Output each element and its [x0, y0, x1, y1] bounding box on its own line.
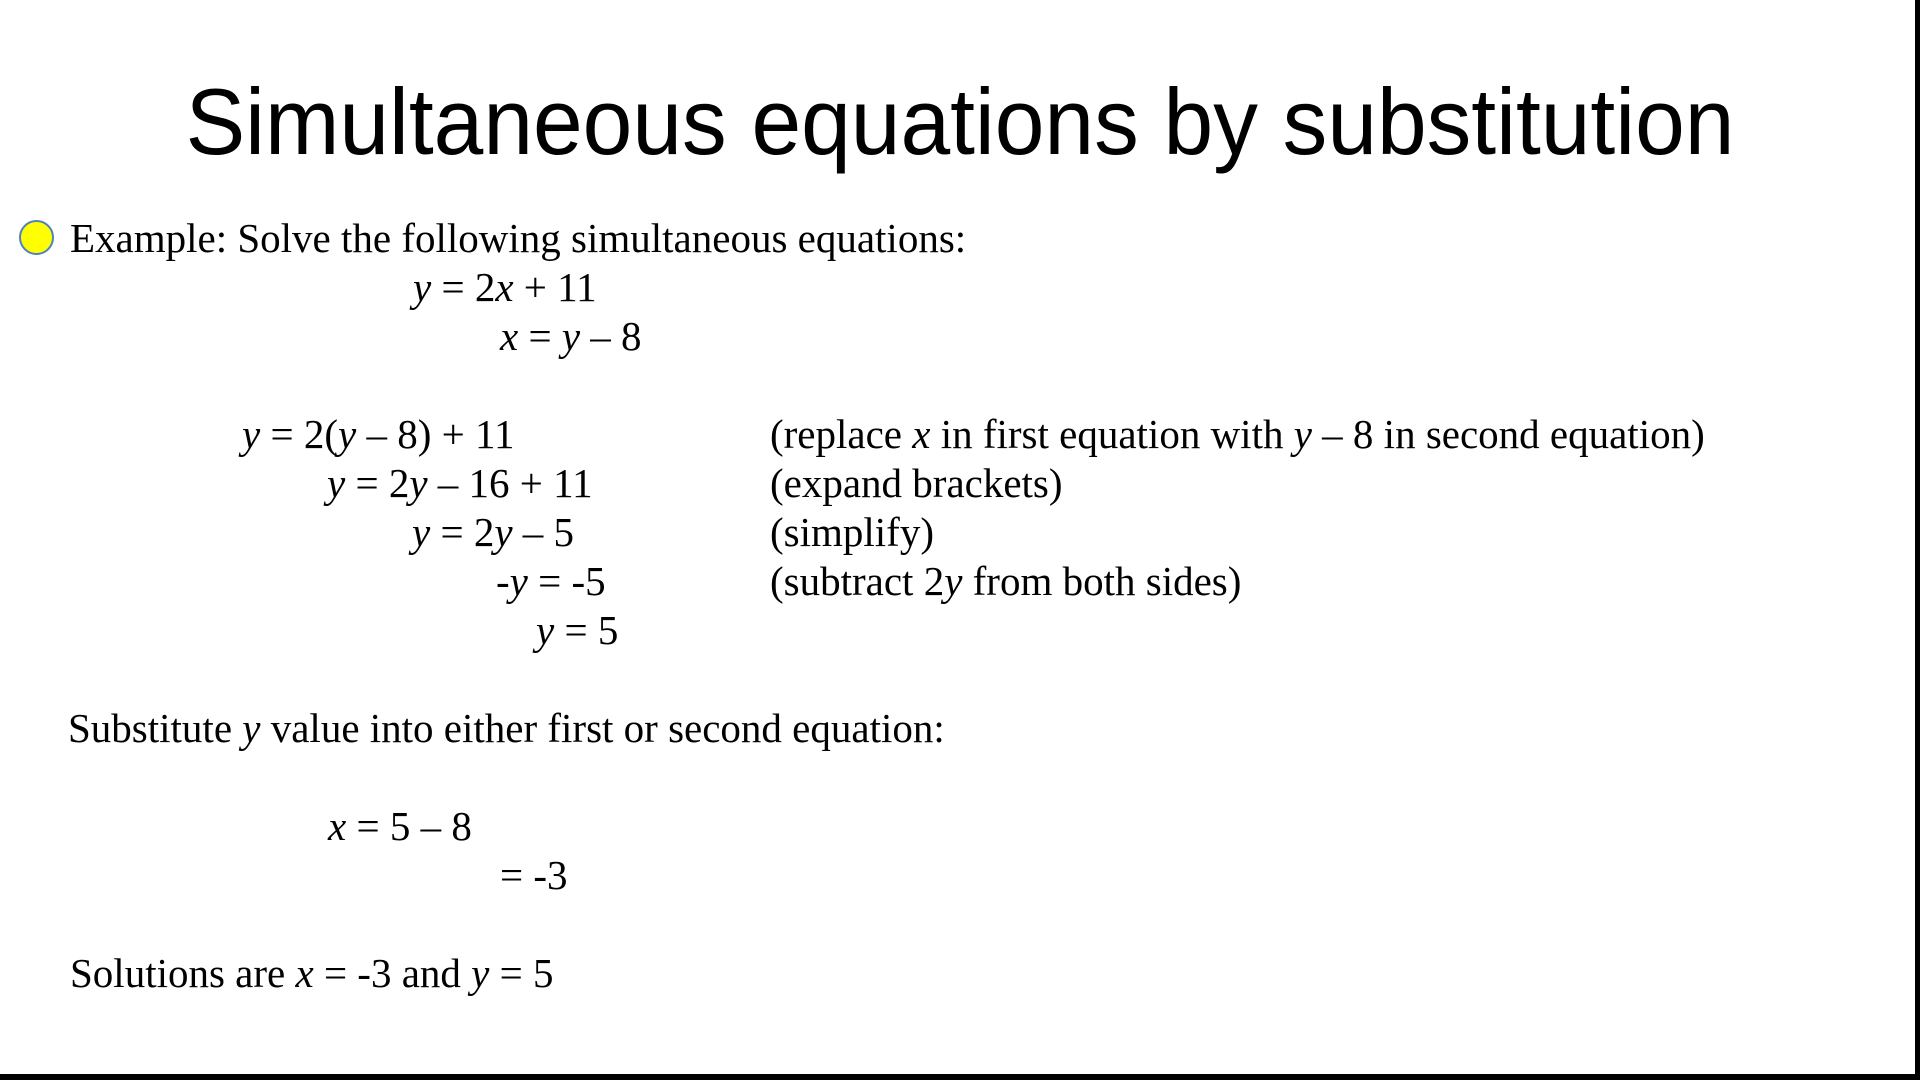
variable-text: y [242, 411, 261, 457]
variable-text: x [500, 313, 519, 359]
variable-text: y [337, 411, 357, 457]
variable-text: y [1293, 411, 1312, 457]
text-run: (replace [770, 411, 913, 457]
text-run: = -3 [500, 852, 568, 898]
variable-text: y [327, 460, 346, 506]
text-run: – 5 [512, 509, 575, 555]
equation-text [328, 803, 472, 849]
equation-text [412, 509, 574, 555]
body-line [0, 263, 1920, 312]
annotation-text [770, 557, 1241, 606]
annotation-text [770, 410, 1705, 459]
text-run: – 8 [580, 313, 642, 359]
text-run: = [518, 313, 562, 359]
body-line [0, 851, 1920, 900]
text-run: – 8) + 11 [356, 411, 515, 457]
text-run: = 5 – 8 [346, 803, 472, 849]
text-run: - [496, 558, 510, 604]
slide-bottom-border [0, 1074, 1920, 1080]
text-run: (simplify) [770, 509, 934, 555]
text-run: – 8 in second equation) [1311, 411, 1705, 457]
equation-text [68, 705, 945, 751]
text-run: = 5 [489, 950, 554, 996]
equation-text [500, 313, 642, 359]
text-run: – 16 + 11 [427, 460, 593, 506]
variable-text: y [944, 558, 963, 604]
variable-text: x [495, 264, 514, 310]
variable-text: y [409, 460, 428, 506]
equation-text [500, 852, 568, 898]
variable-text: y [509, 558, 528, 604]
equation-text [242, 411, 514, 457]
body-line [0, 459, 1920, 508]
text-run: = 2( [260, 411, 338, 457]
body-line [0, 802, 1920, 851]
variable-text: y [536, 607, 555, 653]
variable-text: y [561, 313, 581, 359]
text-run: value into either first or second equation: [260, 705, 945, 751]
text-run: = -5 [527, 558, 606, 604]
variable-text: y [412, 509, 431, 555]
annotation-text [770, 508, 934, 557]
body-line [0, 508, 1920, 557]
text-run: from both sides) [962, 558, 1242, 604]
equation-text [327, 460, 593, 506]
variable-text: y [471, 950, 490, 996]
text-run: = 2 [430, 509, 495, 555]
variable-text: x [295, 950, 314, 996]
text-run: = -3 and [313, 950, 472, 996]
variable-text: y [494, 509, 513, 555]
variable-text: y [413, 264, 432, 310]
text-run: = 2 [345, 460, 410, 506]
body-line [0, 214, 1920, 263]
text-run: (expand brackets) [770, 460, 1063, 506]
blank-line [0, 753, 1920, 802]
blank-line [0, 655, 1920, 704]
text-run: Solutions are [70, 950, 296, 996]
text-run: in first equation with [930, 411, 1294, 457]
annotation-text [770, 459, 1063, 508]
equation-text [536, 607, 618, 653]
body-line [0, 557, 1920, 606]
body-lines [0, 214, 1920, 998]
text-run: = 2 [431, 264, 496, 310]
variable-text: x [328, 803, 347, 849]
slide-title: Simultaneous equations by substitution [185, 69, 1735, 174]
variable-text: y [242, 705, 261, 751]
text-run: = 5 [554, 607, 619, 653]
equation-text [413, 264, 597, 310]
body-line [0, 410, 1920, 459]
text-run: Substitute [68, 705, 243, 751]
blank-line [0, 361, 1920, 410]
text-run: + 11 [513, 264, 597, 310]
body-line [0, 704, 1920, 753]
equation-text [70, 215, 966, 261]
equation-text [496, 558, 606, 604]
text-run: (subtract 2 [770, 558, 945, 604]
variable-text: x [912, 411, 931, 457]
body-line [0, 606, 1920, 655]
blank-line [0, 900, 1920, 949]
body-line [0, 949, 1920, 998]
body-line [0, 312, 1920, 361]
equation-text [70, 950, 554, 996]
slide-right-border [1915, 0, 1920, 1080]
text-run: Example: Solve the following simultaneous equations: [70, 215, 967, 261]
